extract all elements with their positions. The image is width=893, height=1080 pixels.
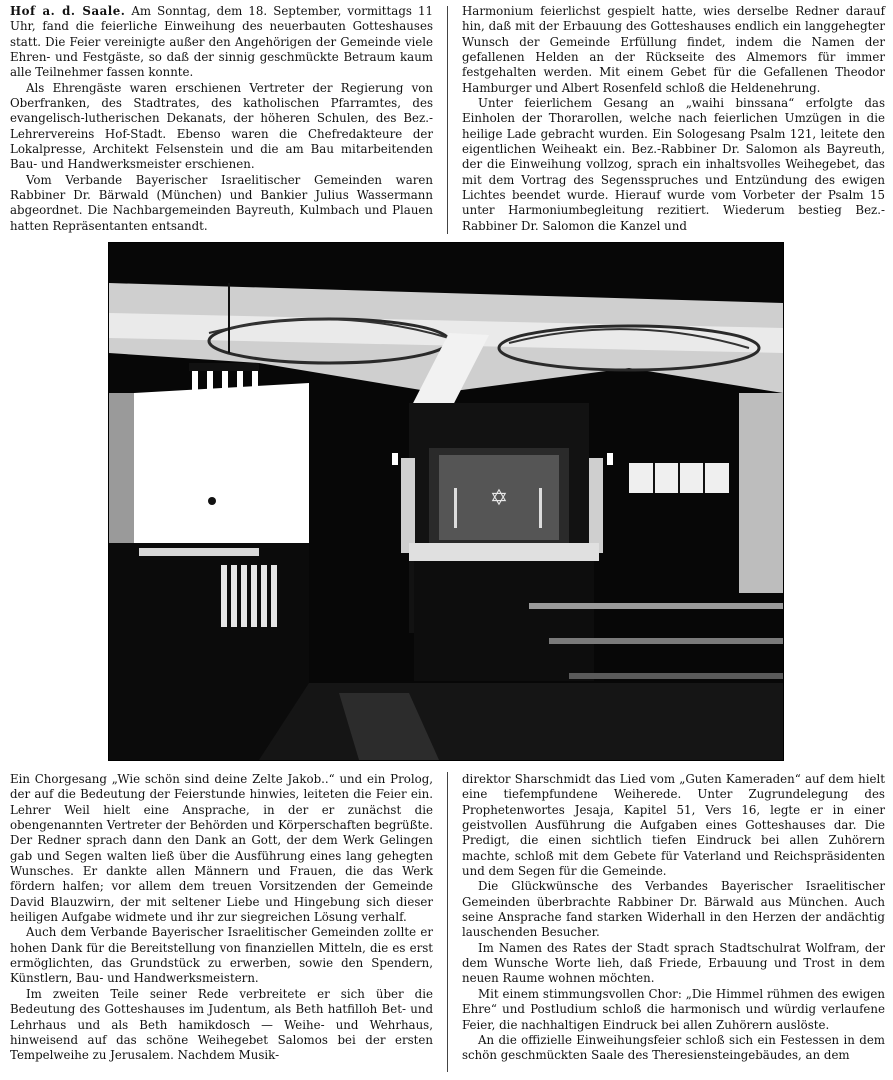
article-column-bottom-right bbox=[462, 772, 885, 1064]
paragraph bbox=[10, 4, 433, 81]
dateline: Hof a. d. Saale. bbox=[10, 4, 126, 18]
paragraph: Vom Verbande Bayerischer Israelitischer Gemeinden waren Rabbiner Dr. Bärwald (München) und Bankier Julius Wassermann abgeordnet. Die Nachbargemeinden Bayreuth, Kulmbach und Plauen hatten Repräsentanten entsandt. bbox=[10, 172, 433, 233]
article-column-bottom-left bbox=[10, 772, 433, 1064]
paragraph: Mit einem stimmungsvollen Chor: „Die Himmel rühmen des ewigen Ehre“ und Postludium schloß die harmonisch und würdig verlaufene Feier, die nachhaltigen Eindruck bei allen Zuhörern auslöste. bbox=[462, 986, 885, 1032]
paragraph: direktor Sharschmidt das Lied vom „Guten Kameraden“ auf dem hielt eine tiefempfundene Weiherede. Unter Zugrundelegung des Prophetenwortes Jesaja, Kapitel 51, Vers 16, legte er in einer geistvollen Ausführung die Aufgaben eines Gotteshauses dar. Die Predigt, die einen sichtlich tiefen Eindruck bei allen Zuhörern machte, schloß mit dem Gebete für Vaterland und Reichspräsidenten und dem Segen für die Gemeinde. bbox=[462, 772, 885, 879]
paragraph: Als Ehrengäste waren erschienen Vertreter der Regierung von Oberfranken, des Stadtrates, des katholischen Pfarramtes, des evangelisch-lutherischen Dekanats, der höheren Schulen, des Bez.-Lehrervereins Hof-Stadt. Ebenso waren die Chefredakteure der Lokalpresse, Architekt Felsenstein und die am Bau mitarbeitenden Bau- und Handwerksmeister erschienen. bbox=[10, 80, 433, 172]
paragraph: Die Glückwünsche des Verbandes Bayerischer Israelitischer Gemeinden überbrachte Rabbiner Dr. Bärwald aus München. Auch seine Ansprache fand starken Widerhall in den Herzen der andächtig lauschenden Besucher. bbox=[462, 879, 885, 940]
paragraph: Im zweiten Teile seiner Rede verbreitete er sich über die Bedeutung des Gotteshauses im Judentum, als Beth hatfilloh Bet- und Lehrhaus und als Beth hamikdosch — Weihe- und Wehrhaus, hinweisend auf das schöne Weihegebet Salomos bei der ersten Tempelweihe zu Jerusalem. Nachdem Musik- bbox=[10, 986, 433, 1063]
paragraph: Unter feierlichem Gesang an „waihi binssana“ erfolgte das Einholen der Thorarollen, welche nach feierlichen Umzügen in die heilige Lade gebracht wurden. Ein Sologesang Psalm 121, leitete den eigentlichen Weiheakt ein. Bez.-Rabbiner Dr. Salomon als Bayreuth, der die Einweihung vollzog, sprach ein inhaltsvolles Weihegebet, das mit dem Vortrag des Segensspruches und Entzündung des ewigen Lichtes beendet wurde. Hierauf wurde vom Vorbeter der Psalm 15 unter Harmoniumbegleitung rezitiert. Wiederum bestieg Bez.-Rabbiner Dr. Salomon die Kanzel und bbox=[462, 96, 885, 233]
paragraph: An die offizielle Einweihungsfeier schloß sich ein Festessen in dem schön geschmückten Saale des Theresiensteingebäudes, an dem bbox=[462, 1032, 885, 1063]
svg-text:✡: ✡ bbox=[489, 486, 509, 511]
paragraph: Im Namen des Rates der Stadt sprach Stadtschulrat Wolfram, der dem Wunsche Worte lieh, daß Friede, Erbauung und Trost in dem neuen Raume wohnen möchten. bbox=[462, 940, 885, 986]
column-divider-top bbox=[447, 6, 448, 234]
paragraph: Harmonium feierlichst gespielt hatte, wies derselbe Redner darauf hin, daß mit der Erbauung des Gotteshauses endlich ein langgehegter Wunsch der Gemeinde Erfüllung findet, indem die Namen der gefallenen Helden an der Rückseite des Almemors für immer festgehalten werden. Mit einem Gebet für die Gefallenen Theodor Hamburger und Albert Rosenfeld schloß die Heldenehrung. bbox=[462, 4, 885, 95]
synagogue-interior-photo bbox=[108, 242, 784, 761]
article-column-top-left bbox=[10, 4, 433, 234]
paragraph: Ein Chorgesang „Wie schön sind deine Zelte Jakob..“ und ein Prolog, der auf die Bedeutung der Feierstunde hinwies, leiteten die Feier ein. Lehrer Weil hielt eine Ansprache, in der er zunächst die obengenannten Vertreter der Behörden und Körperschaften begrüßte. Der Redner sprach dann den Dank an Gott, der dem Werk Gelingen gab und Segen walten ließ über die Ausführung eines lang gehegten Wunsches. Er dankte allen Männern und Frauen, die das Werk fördern halfen; vor allem dem treuen Vorsitzenden der Gemeinde David Blauzwirn, der mit seltener Liebe und Hingebung sich dieser heiligen Aufgabe widmete und ihr zur siegreichen Lösung verhalf. bbox=[10, 772, 433, 925]
paragraph: Auch dem Verbande Bayerischer Israelitischer Gemeinden zollte er hohen Dank für die Bereitstellung von finanziellen Mitteln, die es erst ermöglichten, das Grundstück zu erwerben, sowie den Spendern, Künstlern, Bau- und Handwerksmeistern. bbox=[10, 925, 433, 986]
paragraph-text: Am Sonntag, dem 18. September, vormittags 11 Uhr, fand die feierliche Einweihung des neuerbauten Gotteshauses statt. Die Feier vereinigte außer den Angehörigen der Gemeinde viele Ehren- und Festgäste, so daß der sinnig geschmückte Betraum kaum alle Teilnehmer fassen konnte. bbox=[10, 4, 433, 80]
column-divider-bottom bbox=[447, 772, 448, 1072]
article-column-top-right bbox=[462, 4, 885, 234]
